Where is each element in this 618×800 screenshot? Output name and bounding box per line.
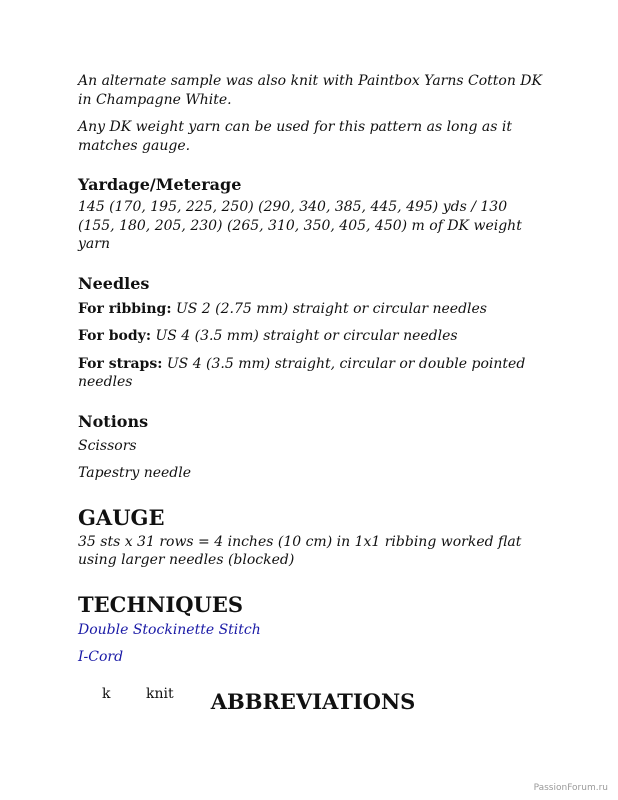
pattern-page — [78, 72, 548, 715]
needles-body — [78, 327, 548, 346]
alternate-sample-note: An alternate sample was also knit with Paintbox Yarns Cotton DK in Champagne White. — [78, 73, 542, 108]
dk-weight-note: Any DK weight yarn can be used for this pattern as long as it matches gauge. — [78, 119, 512, 154]
gauge-text: 35 sts x 31 rows = 4 inches (10 cm) in 1x1 ribbing worked flat using larger needles (blocked) — [78, 533, 522, 568]
abbreviations-heading: ABBREVIATIONS — [210, 688, 416, 714]
yardage-text: 145 (170, 195, 225, 250) (290, 340, 385, 445, 495) yds / 130 (155, 180, 205, 230) (265, 310, 350, 405, 450) m of DK weight yarn — [78, 199, 522, 252]
gauge-heading: GAUGE — [78, 504, 165, 530]
straps-value: US 4 (3.5 mm) straight, circular or double pointed needles — [78, 355, 526, 390]
watermark: PassionForum.ru — [533, 783, 608, 793]
technique-link-double-stockinette[interactable]: Double Stockinette Stitch — [78, 621, 261, 638]
notion-item-scissors: Scissors — [78, 437, 137, 454]
ribbing-value: US 2 (2.75 mm) straight or circular needles — [175, 300, 487, 317]
abbreviation-term: k — [102, 686, 111, 702]
notions-heading: Notions — [78, 411, 149, 431]
body-label: For body: — [78, 328, 151, 344]
abbreviation-meaning: knit — [146, 686, 174, 702]
techniques-heading: TECHNIQUES — [78, 591, 243, 617]
straps-label: For straps: — [78, 355, 163, 372]
body-value: US 4 (3.5 mm) straight or circular needles — [155, 328, 458, 344]
needles-ribbing — [78, 300, 548, 319]
technique-link-i-cord[interactable]: I-Cord — [78, 649, 124, 665]
notion-item-tapestry-needle: Tapestry needle — [78, 465, 192, 481]
yardage-heading: Yardage/Meterage — [78, 175, 242, 194]
needles-straps — [78, 355, 548, 392]
ribbing-label: For ribbing: — [78, 300, 172, 317]
needles-heading: Needles — [78, 273, 150, 293]
